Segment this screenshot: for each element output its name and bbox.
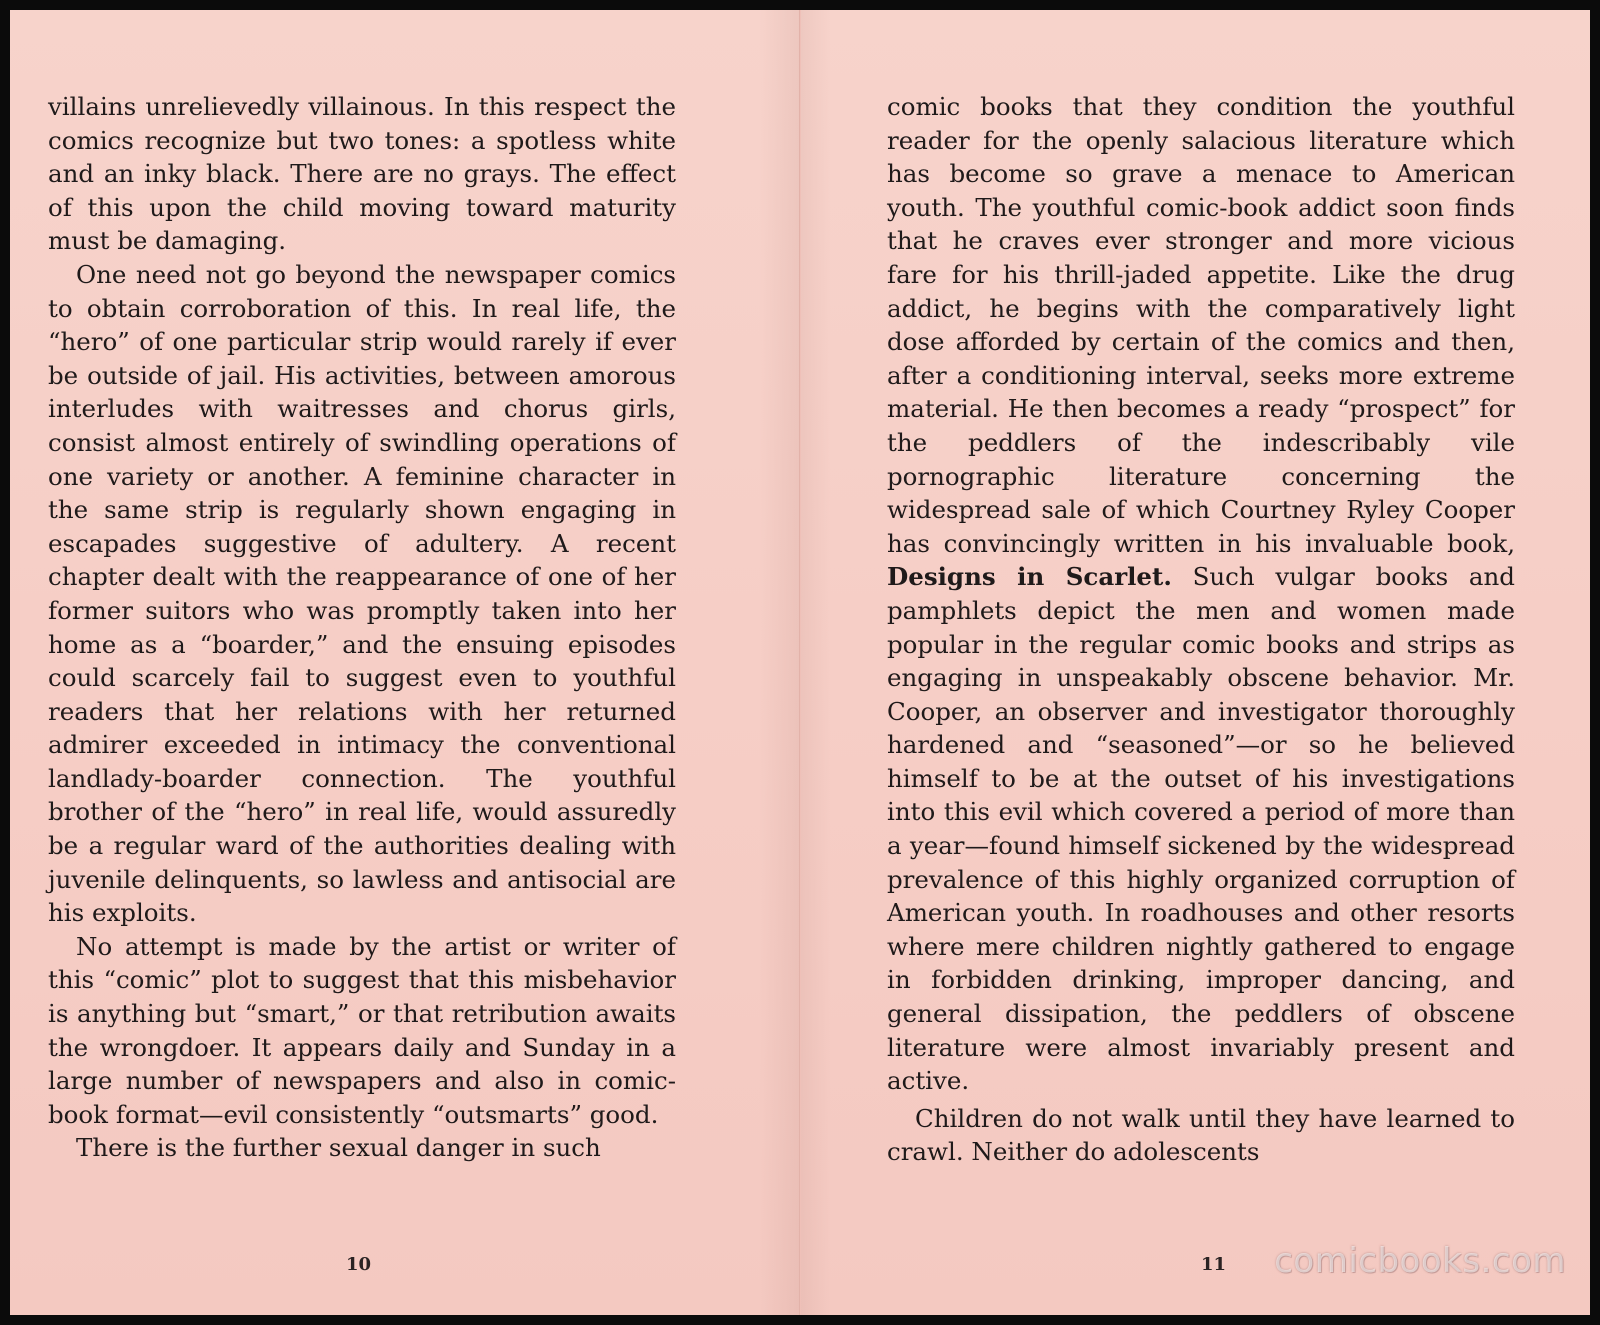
right-text-column xyxy=(887,90,1515,1169)
left-paragraph-3: No attempt is made by the artist or writer of this “comic” plot to suggest that this misbehavior is anything but “smart,” or that retribution awaits the wrongdoer. It appears daily and Sunday in a large number of newspapers and also in comic-book format—evil consistently “outsmarts” good. xyxy=(48,931,676,1129)
book-spread xyxy=(10,10,1590,1315)
right-page xyxy=(800,10,1590,1315)
left-paragraph-4: There is the further sexual danger in such xyxy=(76,1133,601,1163)
left-text-column xyxy=(48,90,676,1165)
right-paragraph-1 xyxy=(887,90,1515,1098)
left-page xyxy=(10,10,800,1315)
book-title: Designs in Scarlet. xyxy=(887,562,1172,592)
left-paragraph-2: One need not go beyond the newspaper comics to obtain corroboration of this. In real life, the “hero” of one particular strip would rarely if ever be outside of jail. His activities, between amorous interludes with waitresses and chorus girls, consist almost entirely of swindling operations of one variety or another. A feminine character in the same strip is regularly shown engaging in escapades suggestive of adultery. A recent chapter dealt with the reappearance of one of her former suitors who was promptly taken into her home as a “boarder,” and the ensuing episodes could scarcely fail to suggest even to youthful readers that her relations with her returned admirer exceeded in intimacy the conventional landlady-boarder connection. The youthful brother of the “hero” in real life, would assuredly be a regular ward of the authorities dealing with juvenile delinquents, so lawless and antisocial are his exploits. xyxy=(48,259,676,928)
gutter-shadow xyxy=(759,10,799,1315)
left-paragraph-1: villains unrelievedly villainous. In this respect the comics recognize but two tones: a spotless white and an inky black. There are no grays. The effect of this upon the child moving toward maturity must be damaging. xyxy=(48,92,676,256)
site-watermark: comicbooks.com xyxy=(1274,1241,1566,1281)
gutter-shadow xyxy=(801,10,831,1315)
right-paragraph-2: Children do not walk until they have learned to crawl. Neither do adolescents xyxy=(887,1103,1515,1167)
right-page-number: 11 xyxy=(1201,1254,1227,1275)
left-page-number: 10 xyxy=(346,1254,372,1275)
right-paragraph-1-end: Such vulgar books and pamphlets depict the men and women made popular in the regular comic books and strips as engaging in unspeakably obscene behavior. Mr. Cooper, an observer and investigator thoroughly hardened and “seasoned”—or so he believed himself to be at the outset of his investigations into this evil which covered a period of more than a year—found himself sickened by the widespread prevalence of this highly organized corruption of American youth. In roadhouses and other resorts where mere children nightly gathered to engage in forbidden drinking, improper dancing, and general dissipation, the peddlers of obscene literature were almost invariably present and active. xyxy=(887,562,1515,1096)
right-paragraph-1-start: comic books that they condition the youthful reader for the openly salacious literature which has become so grave a menace to American youth. The youthful comic-book addict soon finds that he craves ever stronger and more vicious fare for his thrill-jaded appetite. Like the drug addict, he begins with the comparatively light dose afforded by certain of the comics and then, after a conditioning interval, seeks more extreme material. He then becomes a ready “prospect” for the peddlers of the indescribably vile pornographic literature concerning the widespread sale of which Courtney Ryley Cooper has convincingly written in his invaluable book, xyxy=(887,92,1515,558)
